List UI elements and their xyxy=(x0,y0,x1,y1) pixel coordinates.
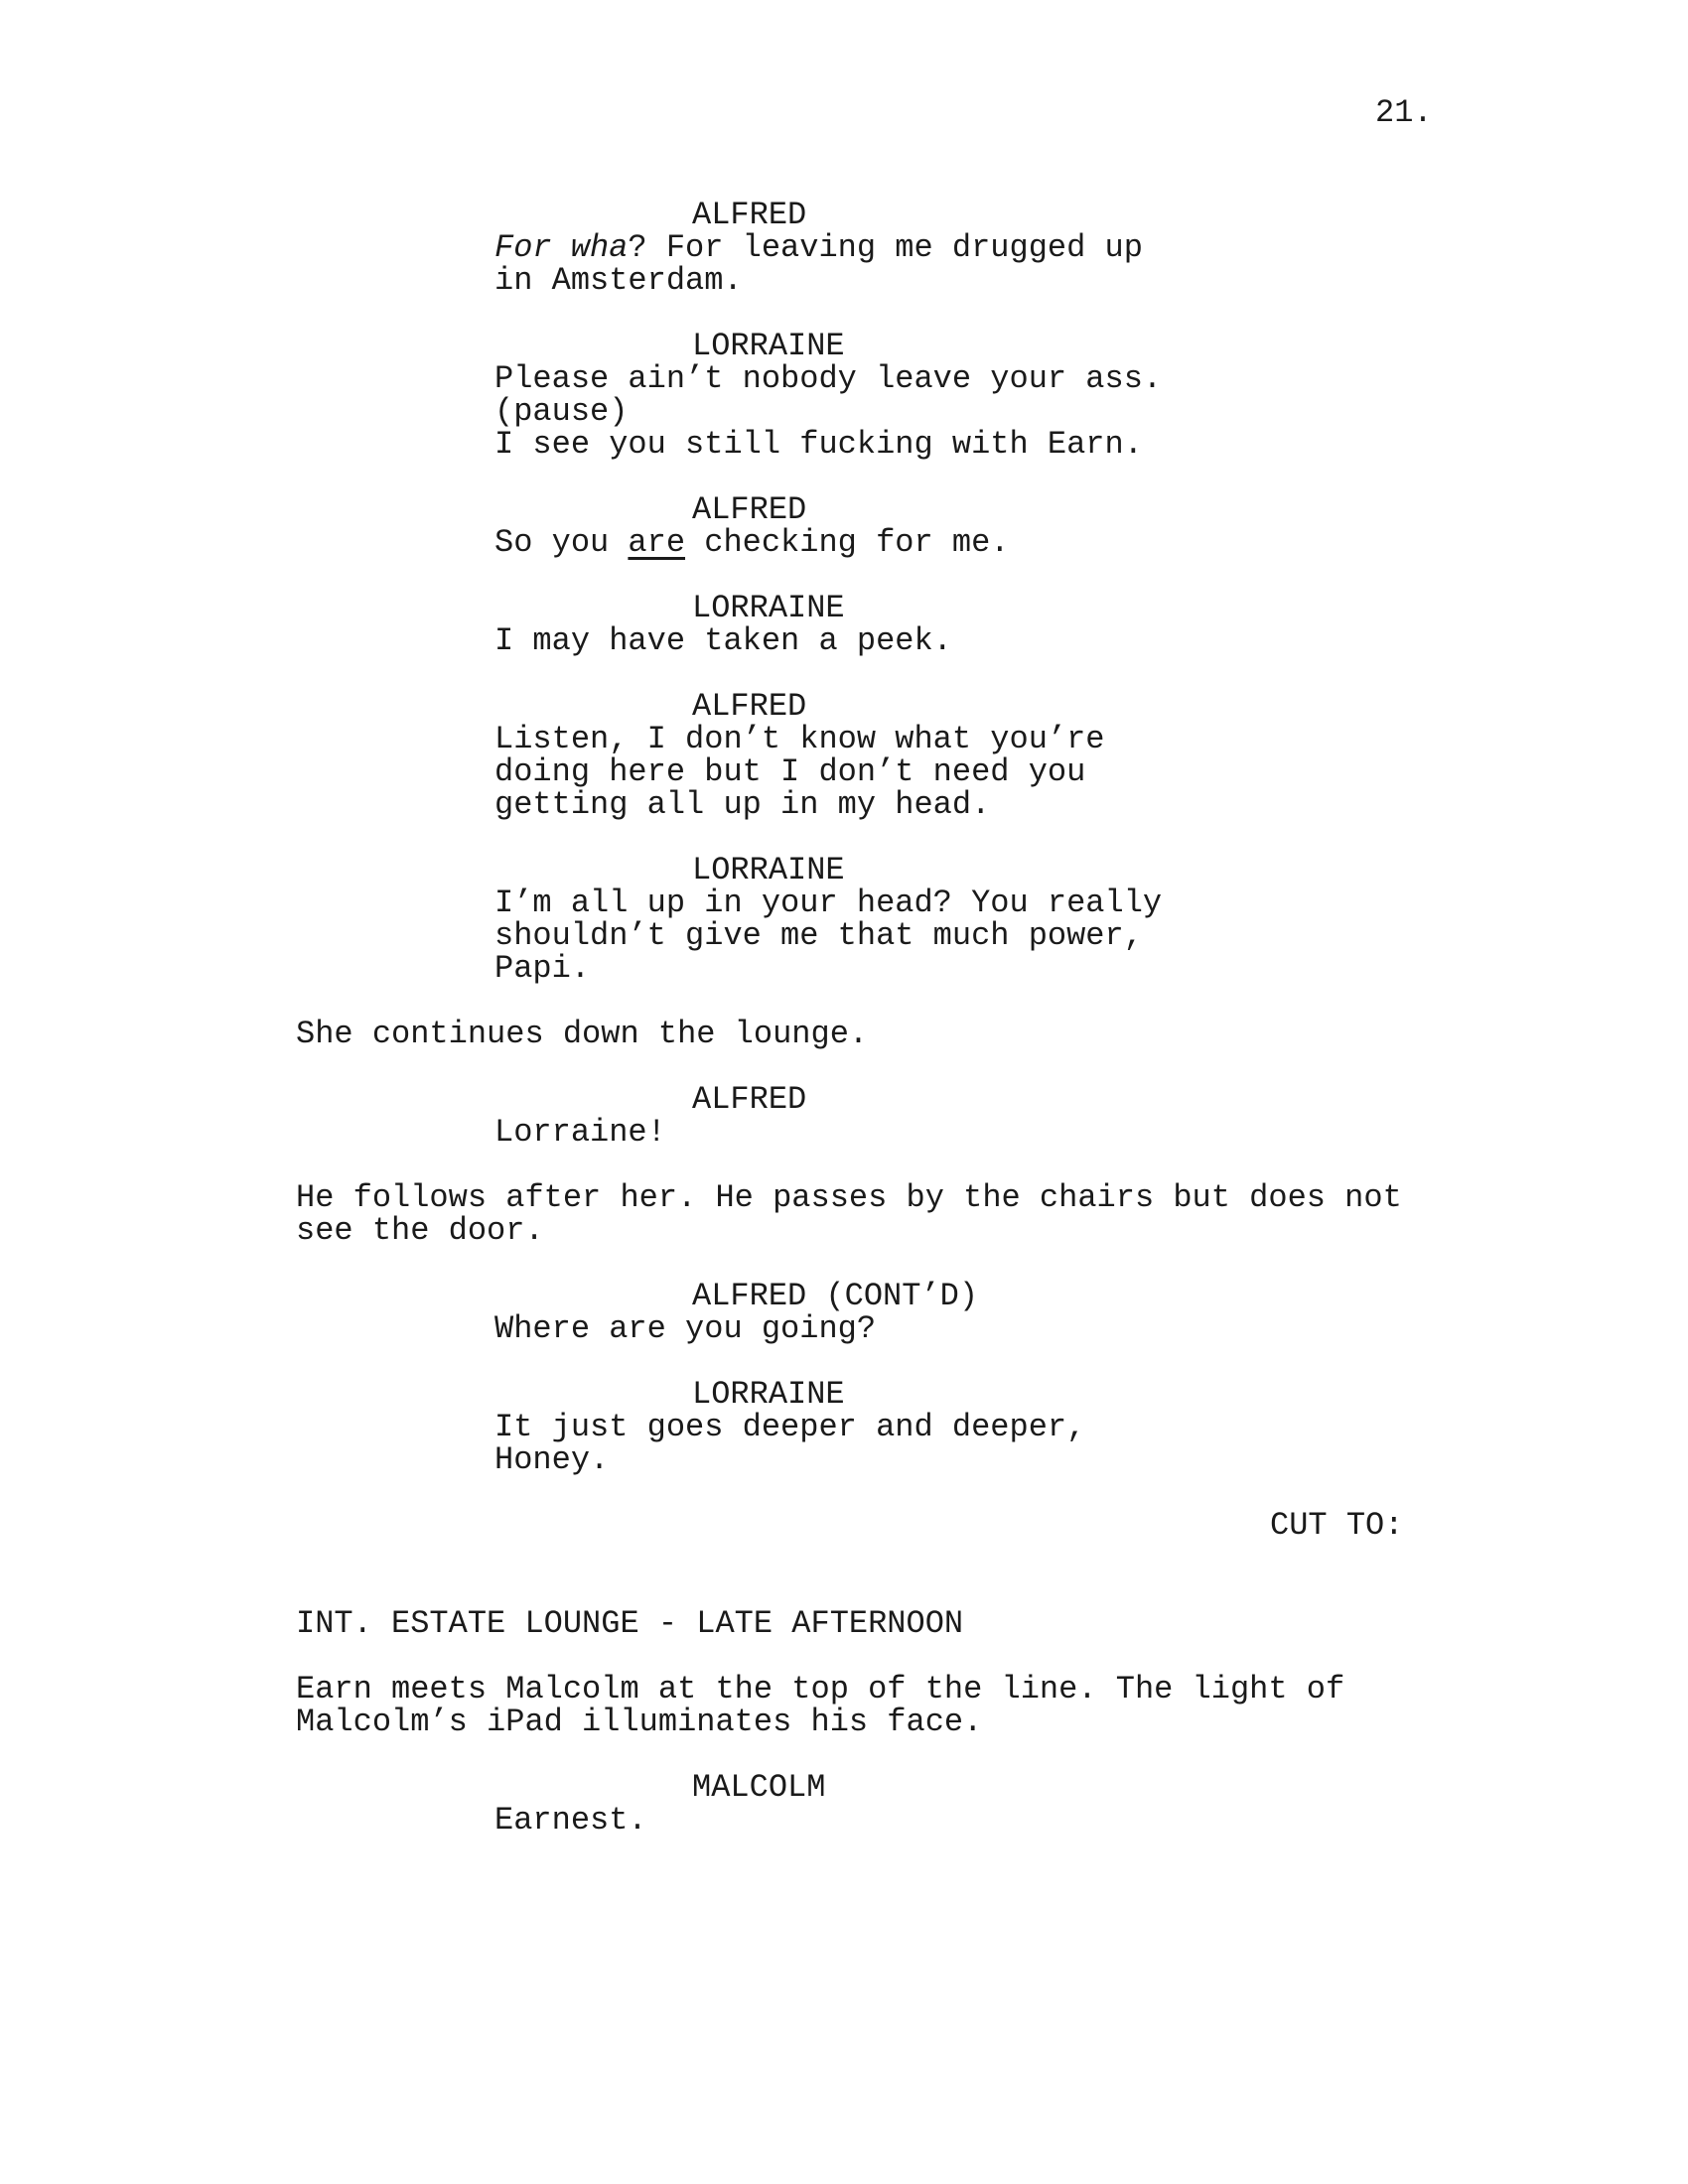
dialogue-line: Where are you going? xyxy=(494,1310,877,1347)
action-line: Malcolm’s iPad illuminates his face. xyxy=(296,1704,983,1740)
dialogue-text: So you xyxy=(494,524,629,561)
dialogue-line: doing here but I don’t need you xyxy=(494,753,1086,790)
dialogue-line xyxy=(494,526,1009,559)
italic-text: For wha xyxy=(494,229,629,266)
parenthetical: (pause) xyxy=(494,393,629,430)
scene-heading: INT. ESTATE LOUNGE - LATE AFTERNOON xyxy=(296,1605,964,1642)
dialogue-line: shouldn’t give me that much power, xyxy=(494,917,1143,954)
dialogue-line: Papi. xyxy=(494,950,591,987)
action-line: see the door. xyxy=(296,1212,544,1249)
dialogue-line xyxy=(494,231,1143,264)
transition: CUT TO: xyxy=(1270,1507,1404,1544)
character-cue: ALFRED (CONT’D) xyxy=(692,1278,979,1314)
dialogue-line: Lorraine! xyxy=(494,1114,666,1151)
character-cue: ALFRED xyxy=(692,197,807,233)
character-cue: LORRAINE xyxy=(692,328,845,364)
character-cue: MALCOLM xyxy=(692,1769,826,1806)
character-cue: LORRAINE xyxy=(692,1376,845,1413)
dialogue-line: Earnest. xyxy=(494,1802,647,1839)
action-line: She continues down the lounge. xyxy=(296,1016,869,1052)
character-cue: LORRAINE xyxy=(692,852,845,888)
dialogue-line: I’m all up in your head? You really xyxy=(494,885,1163,921)
dialogue-line: Listen, I don’t know what you’re xyxy=(494,721,1105,757)
dialogue-line: I see you still fucking with Earn. xyxy=(494,426,1143,463)
dialogue-text: checking for me. xyxy=(685,524,1010,561)
dialogue-line: in Amsterdam. xyxy=(494,262,743,299)
character-cue: ALFRED xyxy=(692,1081,807,1118)
character-cue: LORRAINE xyxy=(692,590,845,626)
character-cue: ALFRED xyxy=(692,491,807,528)
dialogue-line: getting all up in my head. xyxy=(494,786,991,823)
underlined-text: are xyxy=(628,524,686,561)
dialogue-line: I may have taken a peek. xyxy=(494,622,952,659)
dialogue-line: It just goes deeper and deeper, xyxy=(494,1409,1086,1445)
action-line: Earn meets Malcolm at the top of the line. The light of xyxy=(296,1671,1345,1707)
dialogue-text: ? For leaving me drugged up xyxy=(628,229,1143,266)
dialogue-line: Honey. xyxy=(494,1441,610,1478)
action-line: He follows after her. He passes by the chairs but does not xyxy=(296,1179,1402,1216)
page-number: 21. xyxy=(1375,94,1433,131)
dialogue-line: Please ain’t nobody leave your ass. xyxy=(494,360,1163,397)
character-cue: ALFRED xyxy=(692,688,807,725)
